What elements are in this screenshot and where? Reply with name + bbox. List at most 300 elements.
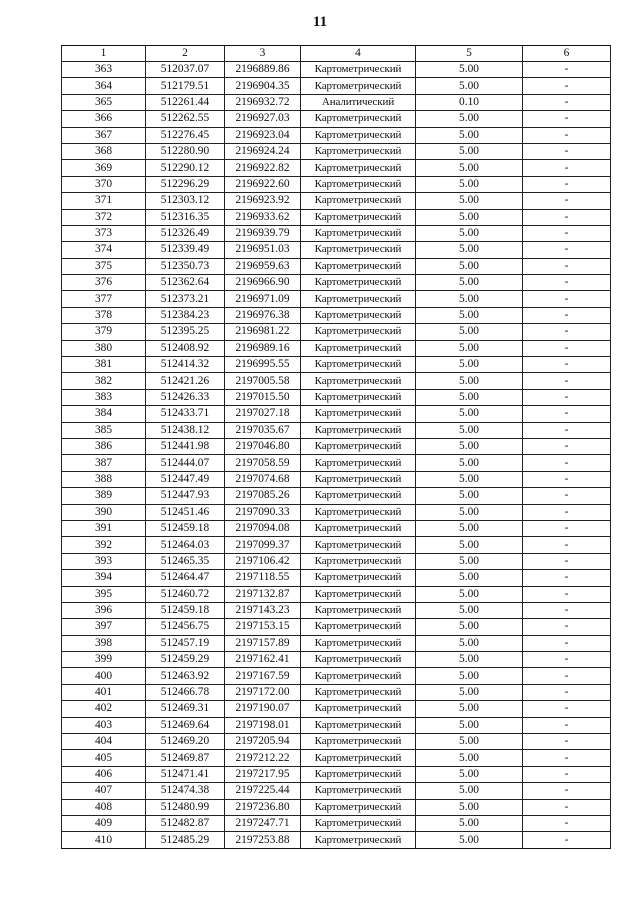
cell-point-number: 382: [62, 373, 146, 389]
cell-coordinate-x: 512471.41: [146, 766, 225, 782]
table-row: [62, 701, 611, 717]
cell-note: -: [523, 504, 611, 520]
cell-note: -: [523, 127, 611, 143]
cell-coordinate-y: 2196933.62: [225, 209, 301, 225]
cell-note: -: [523, 766, 611, 782]
cell-point-number: 380: [62, 340, 146, 356]
cell-method: Картометрический: [301, 832, 416, 848]
cell-accuracy: 5.00: [416, 602, 523, 618]
cell-coordinate-y: 2196932.72: [225, 94, 301, 110]
cell-point-number: 396: [62, 602, 146, 618]
cell-coordinate-x: 512276.45: [146, 127, 225, 143]
cell-point-number: 379: [62, 324, 146, 340]
cell-note: -: [523, 488, 611, 504]
cell-coordinate-x: 512457.19: [146, 635, 225, 651]
cell-accuracy: 5.00: [416, 701, 523, 717]
column-header-5: 5: [416, 46, 523, 62]
cell-note: -: [523, 193, 611, 209]
cell-coordinate-x: 512469.20: [146, 734, 225, 750]
cell-accuracy: 5.00: [416, 537, 523, 553]
cell-coordinate-x: 512482.87: [146, 815, 225, 831]
cell-coordinate-y: 2196939.79: [225, 225, 301, 241]
cell-point-number: 383: [62, 389, 146, 405]
table-row: [62, 422, 611, 438]
cell-note: -: [523, 799, 611, 815]
cell-method: Картометрический: [301, 471, 416, 487]
cell-coordinate-x: 512303.12: [146, 193, 225, 209]
table-row: [62, 176, 611, 192]
cell-coordinate-y: 2197190.07: [225, 701, 301, 717]
cell-coordinate-y: 2196924.24: [225, 143, 301, 159]
cell-coordinate-x: 512459.18: [146, 602, 225, 618]
cell-coordinate-x: 512466.78: [146, 684, 225, 700]
cell-note: -: [523, 406, 611, 422]
cell-note: -: [523, 209, 611, 225]
cell-method: Картометрический: [301, 176, 416, 192]
cell-note: -: [523, 668, 611, 684]
cell-coordinate-y: 2197198.01: [225, 717, 301, 733]
cell-coordinate-y: 2196989.16: [225, 340, 301, 356]
cell-accuracy: 5.00: [416, 209, 523, 225]
cell-note: -: [523, 258, 611, 274]
cell-accuracy: 5.00: [416, 258, 523, 274]
cell-coordinate-x: 512464.03: [146, 537, 225, 553]
cell-point-number: 400: [62, 668, 146, 684]
cell-coordinate-x: 512414.32: [146, 357, 225, 373]
table-row: [62, 570, 611, 586]
cell-coordinate-y: 2196904.35: [225, 78, 301, 94]
cell-point-number: 395: [62, 586, 146, 602]
cell-coordinate-y: 2196922.60: [225, 176, 301, 192]
cell-accuracy: 5.00: [416, 389, 523, 405]
table-row: [62, 586, 611, 602]
table-row: [62, 78, 611, 94]
cell-accuracy: 5.00: [416, 504, 523, 520]
cell-method: Картометрический: [301, 389, 416, 405]
cell-method: Картометрический: [301, 766, 416, 782]
cell-point-number: 373: [62, 225, 146, 241]
cell-coordinate-y: 2197143.23: [225, 602, 301, 618]
cell-coordinate-y: 2196951.03: [225, 242, 301, 258]
cell-note: -: [523, 717, 611, 733]
table-row: [62, 471, 611, 487]
cell-coordinate-x: 512426.33: [146, 389, 225, 405]
cell-coordinate-x: 512326.49: [146, 225, 225, 241]
cell-accuracy: 5.00: [416, 324, 523, 340]
cell-coordinate-y: 2197085.26: [225, 488, 301, 504]
cell-coordinate-x: 512480.99: [146, 799, 225, 815]
cell-coordinate-y: 2197217.95: [225, 766, 301, 782]
cell-point-number: 399: [62, 652, 146, 668]
cell-coordinate-x: 512408.92: [146, 340, 225, 356]
table-row: [62, 291, 611, 307]
column-header-1: 1: [62, 46, 146, 62]
page-number: 11: [312, 14, 328, 30]
cell-method: Аналитический: [301, 94, 416, 110]
table-body: [62, 62, 611, 849]
cell-coordinate-y: 2197162.41: [225, 652, 301, 668]
cell-accuracy: 5.00: [416, 225, 523, 241]
cell-coordinate-y: 2196971.09: [225, 291, 301, 307]
cell-coordinate-y: 2196966.90: [225, 275, 301, 291]
cell-method: Картометрический: [301, 258, 416, 274]
cell-accuracy: 5.00: [416, 275, 523, 291]
cell-note: -: [523, 111, 611, 127]
cell-coordinate-y: 2197074.68: [225, 471, 301, 487]
cell-method: Картометрический: [301, 586, 416, 602]
cell-coordinate-y: 2197046.80: [225, 438, 301, 454]
cell-method: Картометрический: [301, 422, 416, 438]
cell-coordinate-y: 2197035.67: [225, 422, 301, 438]
cell-coordinate-y: 2197157.89: [225, 635, 301, 651]
cell-method: Картометрический: [301, 799, 416, 815]
cell-coordinate-x: 512262.55: [146, 111, 225, 127]
cell-method: Картометрический: [301, 291, 416, 307]
cell-coordinate-y: 2197058.59: [225, 455, 301, 471]
table-row: [62, 766, 611, 782]
cell-method: Картометрический: [301, 488, 416, 504]
cell-method: Картометрический: [301, 373, 416, 389]
cell-note: -: [523, 832, 611, 848]
cell-coordinate-y: 2196922.82: [225, 160, 301, 176]
column-header-2: 2: [146, 46, 225, 62]
cell-method: Картометрический: [301, 602, 416, 618]
table-row: [62, 193, 611, 209]
cell-note: -: [523, 635, 611, 651]
cell-accuracy: 5.00: [416, 717, 523, 733]
cell-accuracy: 5.00: [416, 799, 523, 815]
cell-accuracy: 5.00: [416, 832, 523, 848]
table-row: [62, 815, 611, 831]
cell-accuracy: 5.00: [416, 127, 523, 143]
table-row: [62, 602, 611, 618]
cell-coordinate-y: 2197253.88: [225, 832, 301, 848]
table-row: [62, 389, 611, 405]
coordinates-table: [61, 45, 611, 849]
cell-note: -: [523, 602, 611, 618]
cell-method: Картометрический: [301, 242, 416, 258]
table-row: [62, 684, 611, 700]
cell-coordinate-x: 512456.75: [146, 619, 225, 635]
cell-note: -: [523, 94, 611, 110]
cell-method: Картометрический: [301, 783, 416, 799]
table-row: [62, 799, 611, 815]
cell-accuracy: 5.00: [416, 176, 523, 192]
cell-coordinate-x: 512485.29: [146, 832, 225, 848]
cell-note: -: [523, 570, 611, 586]
table-row: [62, 488, 611, 504]
table-row: [62, 373, 611, 389]
cell-method: Картометрический: [301, 684, 416, 700]
cell-coordinate-x: 512179.51: [146, 78, 225, 94]
table-row: [62, 652, 611, 668]
table-row: [62, 520, 611, 536]
cell-point-number: 409: [62, 815, 146, 831]
cell-method: Картометрический: [301, 357, 416, 373]
table-row: [62, 783, 611, 799]
table-row: [62, 143, 611, 159]
cell-coordinate-x: 512459.29: [146, 652, 225, 668]
cell-point-number: 381: [62, 357, 146, 373]
cell-method: Картометрический: [301, 340, 416, 356]
table-row: [62, 209, 611, 225]
cell-coordinate-x: 512350.73: [146, 258, 225, 274]
cell-accuracy: 5.00: [416, 750, 523, 766]
cell-note: -: [523, 553, 611, 569]
cell-accuracy: 5.00: [416, 619, 523, 635]
cell-coordinate-y: 2196889.86: [225, 62, 301, 78]
cell-method: Картометрический: [301, 635, 416, 651]
table-row: [62, 94, 611, 110]
cell-coordinate-x: 512463.92: [146, 668, 225, 684]
cell-point-number: 376: [62, 275, 146, 291]
cell-point-number: 408: [62, 799, 146, 815]
cell-coordinate-y: 2196976.38: [225, 307, 301, 323]
cell-coordinate-y: 2197099.37: [225, 537, 301, 553]
table-row: [62, 160, 611, 176]
cell-accuracy: 5.00: [416, 652, 523, 668]
cell-point-number: 371: [62, 193, 146, 209]
cell-point-number: 392: [62, 537, 146, 553]
cell-method: Картометрический: [301, 209, 416, 225]
table-row: [62, 127, 611, 143]
table-row: [62, 537, 611, 553]
cell-point-number: 364: [62, 78, 146, 94]
cell-point-number: 389: [62, 488, 146, 504]
cell-note: -: [523, 307, 611, 323]
cell-accuracy: 5.00: [416, 455, 523, 471]
cell-point-number: 378: [62, 307, 146, 323]
cell-note: -: [523, 340, 611, 356]
cell-coordinate-y: 2196981.22: [225, 324, 301, 340]
cell-coordinate-y: 2197132.87: [225, 586, 301, 602]
cell-accuracy: 5.00: [416, 357, 523, 373]
cell-note: -: [523, 438, 611, 454]
cell-note: -: [523, 701, 611, 717]
table-row: [62, 406, 611, 422]
cell-point-number: 407: [62, 783, 146, 799]
cell-accuracy: 5.00: [416, 668, 523, 684]
cell-point-number: 394: [62, 570, 146, 586]
cell-note: -: [523, 455, 611, 471]
cell-note: -: [523, 652, 611, 668]
cell-accuracy: 5.00: [416, 78, 523, 94]
cell-accuracy: 5.00: [416, 520, 523, 536]
cell-coordinate-x: 512465.35: [146, 553, 225, 569]
cell-method: Картометрический: [301, 570, 416, 586]
cell-accuracy: 5.00: [416, 406, 523, 422]
table-row: [62, 357, 611, 373]
table-row: [62, 717, 611, 733]
cell-method: Картометрический: [301, 275, 416, 291]
cell-coordinate-x: 512444.07: [146, 455, 225, 471]
cell-coordinate-y: 2197094.08: [225, 520, 301, 536]
cell-method: Картометрический: [301, 750, 416, 766]
cell-coordinate-x: 512469.87: [146, 750, 225, 766]
cell-coordinate-y: 2196923.04: [225, 127, 301, 143]
cell-point-number: 369: [62, 160, 146, 176]
cell-coordinate-x: 512447.49: [146, 471, 225, 487]
cell-accuracy: 5.00: [416, 488, 523, 504]
table-row: [62, 340, 611, 356]
table-row: [62, 307, 611, 323]
cell-method: Картометрический: [301, 619, 416, 635]
cell-point-number: 387: [62, 455, 146, 471]
cell-coordinate-x: 512395.25: [146, 324, 225, 340]
cell-coordinate-x: 512384.23: [146, 307, 225, 323]
cell-coordinate-y: 2197167.59: [225, 668, 301, 684]
column-header-6: 6: [523, 46, 611, 62]
table-row: [62, 275, 611, 291]
cell-point-number: 372: [62, 209, 146, 225]
cell-point-number: 366: [62, 111, 146, 127]
cell-method: Картометрический: [301, 307, 416, 323]
table-row: [62, 734, 611, 750]
cell-coordinate-y: 2196927.03: [225, 111, 301, 127]
table-row: [62, 750, 611, 766]
table-row: [62, 111, 611, 127]
cell-point-number: 393: [62, 553, 146, 569]
cell-accuracy: 5.00: [416, 143, 523, 159]
cell-note: -: [523, 422, 611, 438]
cell-coordinate-x: 512421.26: [146, 373, 225, 389]
cell-point-number: 390: [62, 504, 146, 520]
cell-coordinate-y: 2197153.15: [225, 619, 301, 635]
cell-accuracy: 5.00: [416, 193, 523, 209]
table-row: [62, 225, 611, 241]
cell-point-number: 370: [62, 176, 146, 192]
table-row: [62, 504, 611, 520]
cell-point-number: 363: [62, 62, 146, 78]
cell-point-number: 398: [62, 635, 146, 651]
table-row: [62, 832, 611, 848]
cell-accuracy: 5.00: [416, 734, 523, 750]
cell-point-number: 368: [62, 143, 146, 159]
cell-coordinate-y: 2197205.94: [225, 734, 301, 750]
cell-coordinate-x: 512261.44: [146, 94, 225, 110]
cell-note: -: [523, 62, 611, 78]
cell-point-number: 365: [62, 94, 146, 110]
cell-note: -: [523, 143, 611, 159]
cell-method: Картометрический: [301, 504, 416, 520]
table-row: [62, 324, 611, 340]
cell-point-number: 405: [62, 750, 146, 766]
column-header-4: 4: [301, 46, 416, 62]
cell-coordinate-x: 512460.72: [146, 586, 225, 602]
cell-accuracy: 5.00: [416, 553, 523, 569]
cell-note: -: [523, 537, 611, 553]
cell-method: Картометрический: [301, 717, 416, 733]
cell-accuracy: 0.10: [416, 94, 523, 110]
cell-point-number: 374: [62, 242, 146, 258]
cell-method: Картометрический: [301, 553, 416, 569]
cell-note: -: [523, 734, 611, 750]
table-row: [62, 438, 611, 454]
cell-point-number: 375: [62, 258, 146, 274]
cell-point-number: 397: [62, 619, 146, 635]
cell-point-number: 388: [62, 471, 146, 487]
cell-method: Картометрический: [301, 143, 416, 159]
cell-point-number: 410: [62, 832, 146, 848]
cell-method: Картометрический: [301, 652, 416, 668]
cell-coordinate-y: 2197106.42: [225, 553, 301, 569]
cell-coordinate-x: 512290.12: [146, 160, 225, 176]
cell-note: -: [523, 373, 611, 389]
cell-accuracy: 5.00: [416, 160, 523, 176]
cell-coordinate-x: 512037.07: [146, 62, 225, 78]
cell-method: Картометрический: [301, 225, 416, 241]
cell-coordinate-x: 512296.29: [146, 176, 225, 192]
cell-point-number: 403: [62, 717, 146, 733]
cell-method: Картометрический: [301, 734, 416, 750]
cell-accuracy: 5.00: [416, 62, 523, 78]
cell-accuracy: 5.00: [416, 438, 523, 454]
cell-accuracy: 5.00: [416, 815, 523, 831]
cell-method: Картометрический: [301, 537, 416, 553]
cell-note: -: [523, 684, 611, 700]
cell-method: Картометрический: [301, 455, 416, 471]
cell-note: -: [523, 389, 611, 405]
cell-point-number: 377: [62, 291, 146, 307]
cell-accuracy: 5.00: [416, 111, 523, 127]
cell-note: -: [523, 520, 611, 536]
cell-coordinate-y: 2196995.55: [225, 357, 301, 373]
cell-accuracy: 5.00: [416, 471, 523, 487]
cell-coordinate-x: 512438.12: [146, 422, 225, 438]
cell-coordinate-x: 512469.31: [146, 701, 225, 717]
cell-coordinate-y: 2197212.22: [225, 750, 301, 766]
cell-coordinate-x: 512441.98: [146, 438, 225, 454]
cell-accuracy: 5.00: [416, 684, 523, 700]
cell-accuracy: 5.00: [416, 422, 523, 438]
cell-note: -: [523, 750, 611, 766]
cell-method: Картометрический: [301, 701, 416, 717]
cell-method: Картометрический: [301, 668, 416, 684]
table-row: [62, 553, 611, 569]
cell-note: -: [523, 176, 611, 192]
cell-accuracy: 5.00: [416, 242, 523, 258]
table-header-row: [62, 46, 611, 62]
cell-point-number: 406: [62, 766, 146, 782]
cell-note: -: [523, 324, 611, 340]
cell-method: Картометрический: [301, 160, 416, 176]
cell-accuracy: 5.00: [416, 291, 523, 307]
cell-note: -: [523, 357, 611, 373]
cell-note: -: [523, 225, 611, 241]
cell-coordinate-y: 2197015.50: [225, 389, 301, 405]
cell-coordinate-x: 512447.93: [146, 488, 225, 504]
cell-method: Картометрический: [301, 406, 416, 422]
cell-accuracy: 5.00: [416, 373, 523, 389]
cell-method: Картометрический: [301, 127, 416, 143]
table-row: [62, 242, 611, 258]
cell-coordinate-x: 512469.64: [146, 717, 225, 733]
cell-note: -: [523, 619, 611, 635]
cell-point-number: 386: [62, 438, 146, 454]
cell-method: Картометрический: [301, 324, 416, 340]
cell-accuracy: 5.00: [416, 783, 523, 799]
cell-point-number: 391: [62, 520, 146, 536]
cell-accuracy: 5.00: [416, 570, 523, 586]
cell-coordinate-y: 2197247.71: [225, 815, 301, 831]
cell-coordinate-y: 2197172.00: [225, 684, 301, 700]
cell-coordinate-x: 512464.47: [146, 570, 225, 586]
cell-coordinate-y: 2197118.55: [225, 570, 301, 586]
cell-accuracy: 5.00: [416, 340, 523, 356]
table-row: [62, 455, 611, 471]
cell-point-number: 367: [62, 127, 146, 143]
cell-accuracy: 5.00: [416, 766, 523, 782]
